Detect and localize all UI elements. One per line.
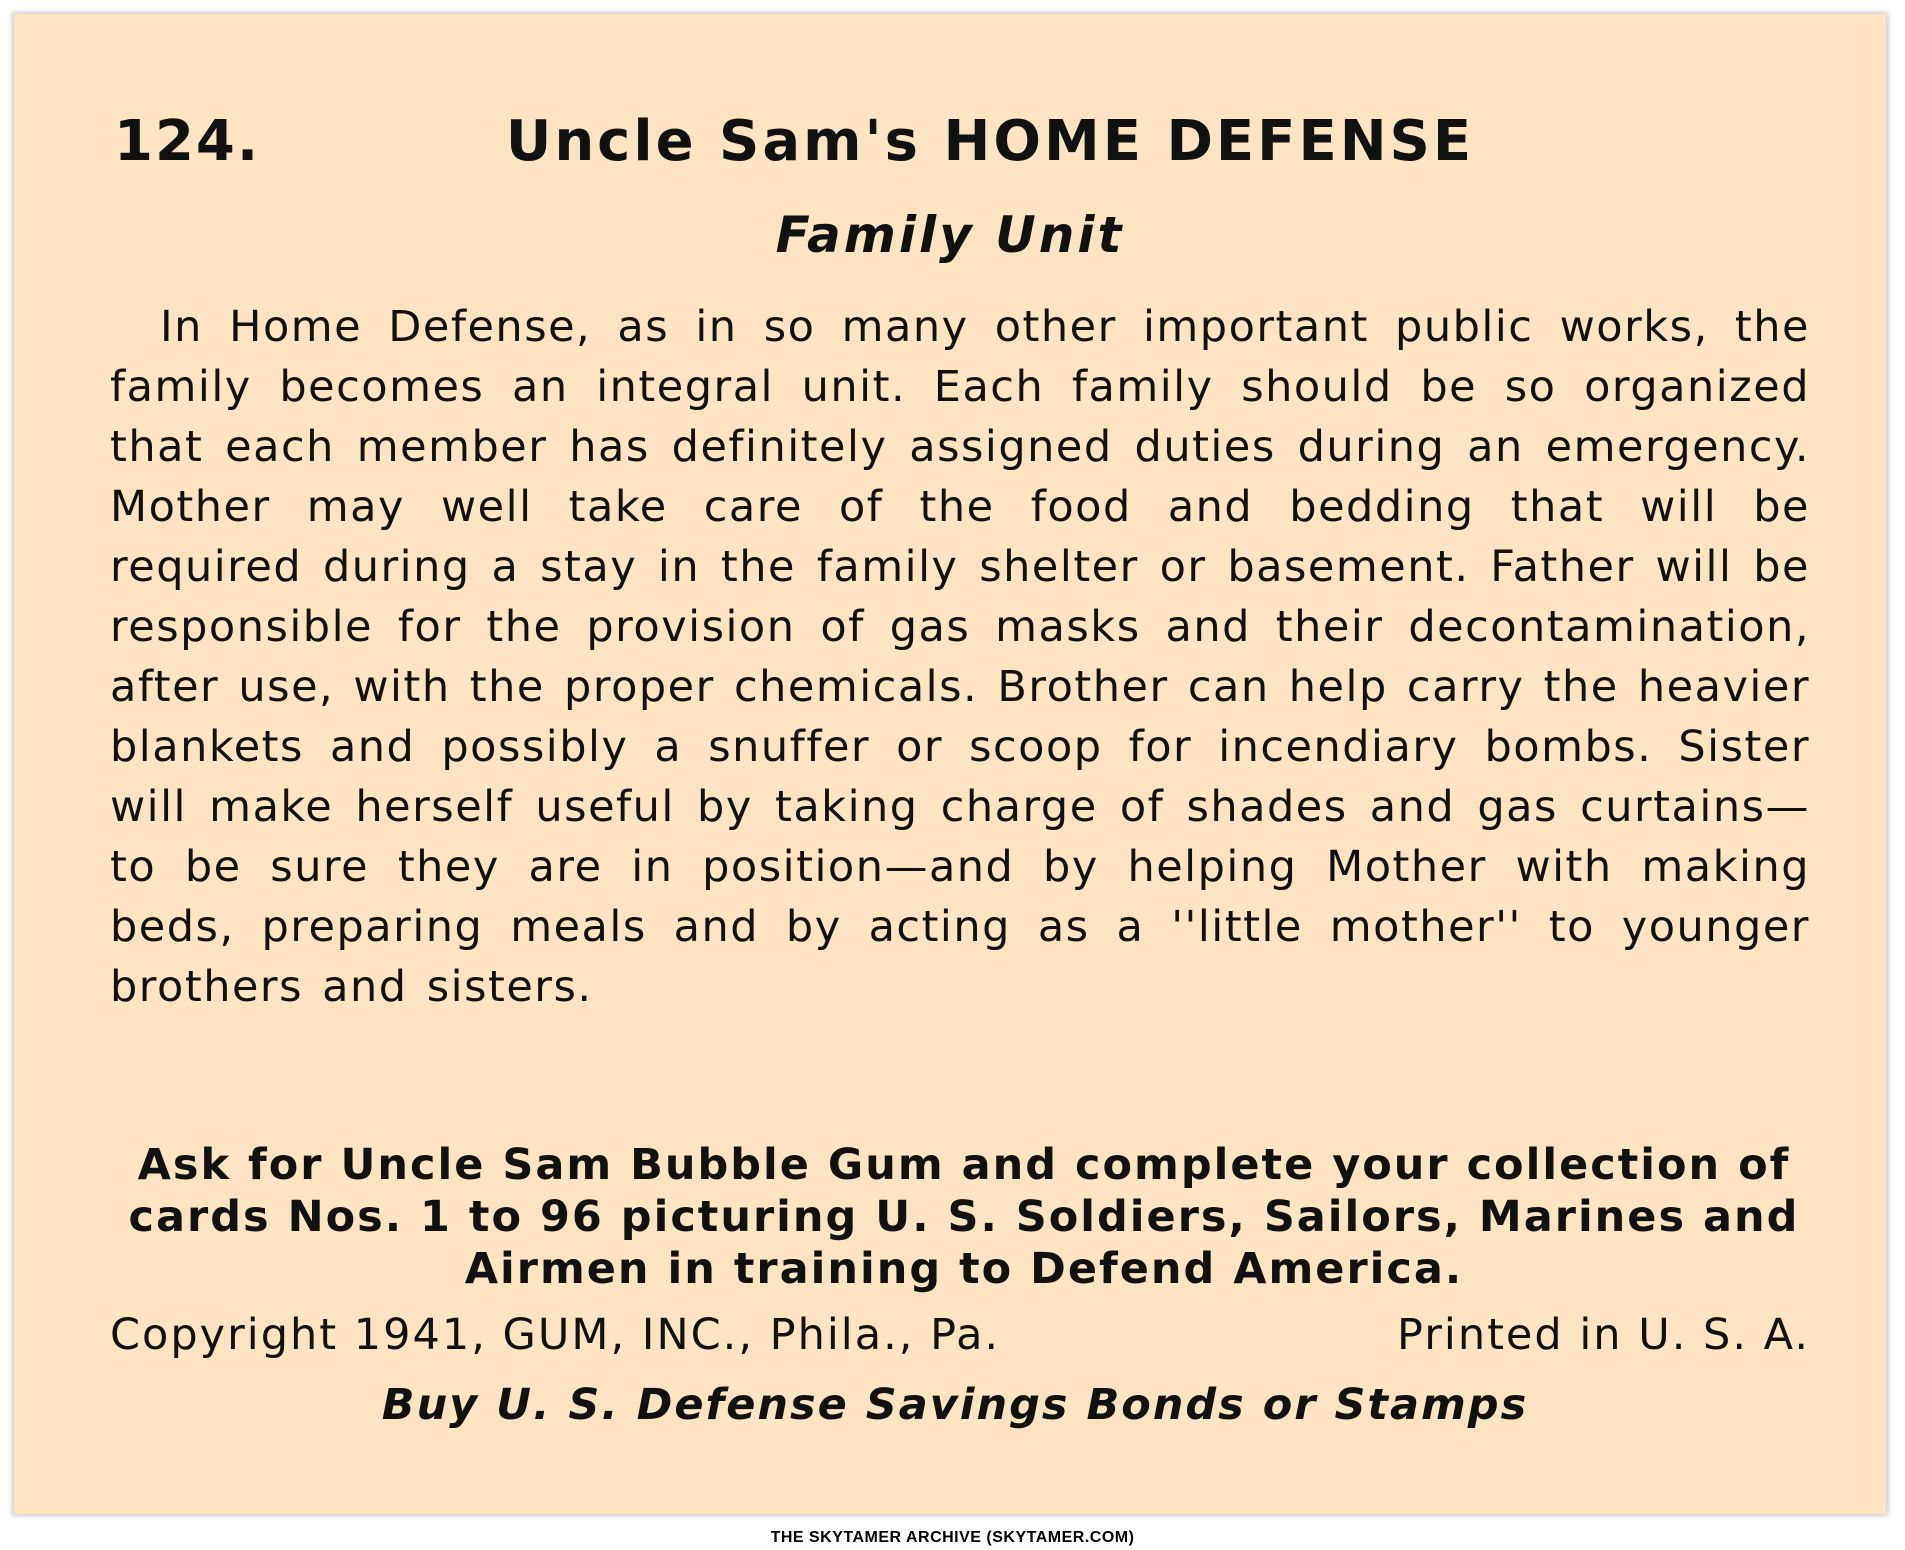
copyright-row — [110, 1310, 1810, 1360]
card-number: 124. — [114, 109, 261, 174]
card-back — [14, 14, 1886, 1514]
copyright-text: Copyright 1941, GUM, INC., Phila., Pa. — [110, 1310, 1001, 1360]
defense-bonds-text: Buy U. S. Defense Savings Bonds or Stamps — [381, 1380, 1529, 1430]
advertisement-text: Ask for Uncle Sam Bubble Gum and complete your collection of cards Nos. 1 to 96 picturing U. S. Soldiers, Sailors, Marines and Airmen in training to Defend America. — [128, 1140, 1800, 1294]
archive-credit: THE SKYTAMER ARCHIVE (SKYTAMER.COM) — [770, 1529, 1135, 1546]
defense-bonds-line — [14, 1380, 1886, 1430]
card-title-text: Uncle Sam's HOME DEFENSE — [505, 109, 1475, 174]
card-subtitle: Family Unit — [775, 206, 1125, 264]
card-title — [14, 109, 1886, 174]
printed-in-text: Printed in U. S. A. — [1397, 1310, 1810, 1360]
card-body-text: In Home Defense, as in so many other important public works, the family becomes an integral unit. Each family should be so organized that each member has definitely assigned duties during an emergency. Mother may well take care of the food and bedding that will be required during a stay in the family shelter or basement. Father will be responsible for the provision of gas masks and their decontamination, after use, with the proper chemicals. Brother can help carry the heavier blankets and possibly a snuffer or scoop for incendiary bombs. Sister will make herself useful by taking charge of shades and gas curtains—to be sure they are in position—and by helping Mother with making beds, preparing meals and by acting as a ''little mother'' to younger brothers and sisters. — [110, 302, 1810, 1012]
